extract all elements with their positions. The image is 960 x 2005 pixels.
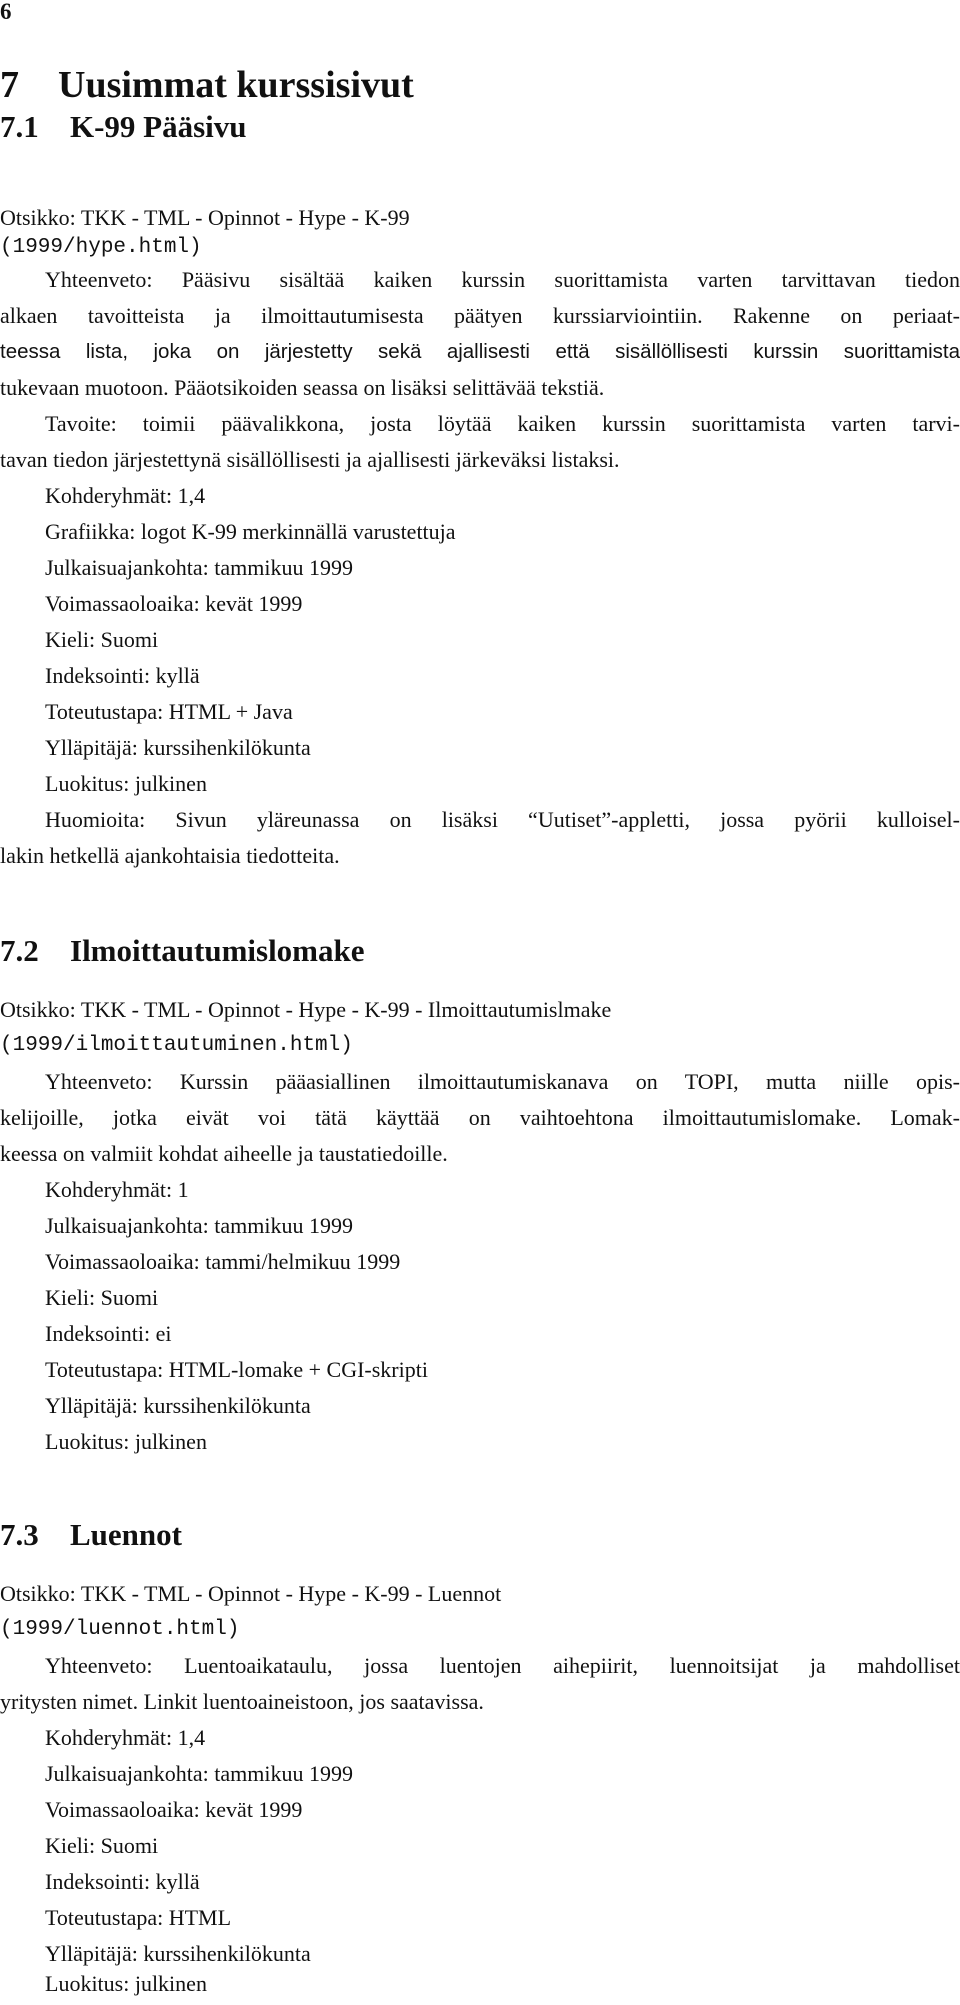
voimassaoloaika-line: Voimassaoloaika: kevät 1999 xyxy=(45,591,303,616)
kieli-line: Kieli: Suomi xyxy=(45,1285,159,1310)
indeksointi-line: Indeksointi: kyllä xyxy=(45,1869,200,1894)
section-number: 7.1 xyxy=(0,109,39,144)
luokitus-line: Luokitus: julkinen xyxy=(45,1971,207,1996)
file-path: (1999/ilmoittautuminen.html) xyxy=(0,1034,353,1057)
section-number: 7.2 xyxy=(0,933,39,968)
yllapitaja-line: Ylläpitäjä: kurssihenkilökunta xyxy=(45,1393,311,1418)
yhteenveto-line: kelijoille, jotka eivät voi tätä käyttää on vaihtoehtona ilmoittautumislomake. Lomak- xyxy=(0,1105,960,1130)
otsikko-line: Otsikko: TKK - TML - Opinnot - Hype - K-99 - Ilmoittautumislmake xyxy=(0,997,612,1022)
file-path: (1999/hype.html) xyxy=(0,236,202,259)
grafiikka-line: Grafiikka: logot K-99 merkinnällä varustettuja xyxy=(45,519,456,544)
yhteenveto-line: yritysten nimet. Linkit luentoaineistoon, jos saatavissa. xyxy=(0,1689,484,1714)
section-number: 7.3 xyxy=(0,1517,39,1552)
toteutustapa-line: Toteutustapa: HTML-lomake + CGI-skripti xyxy=(45,1357,428,1382)
luokitus-line: Luokitus: julkinen xyxy=(45,771,207,796)
tavoite-line: tavan tiedon järjestettynä sisällöllisesti ja ajallisesti järkeväksi listaksi. xyxy=(0,447,620,472)
yllapitaja-line: Ylläpitäjä: kurssihenkilökunta xyxy=(45,735,311,760)
huomioita-line: Huomioita: Sivun yläreunassa on lisäksi “Uutiset”-appletti, jossa pyörii kulloisel- xyxy=(45,807,960,832)
indeksointi-line: Indeksointi: ei xyxy=(45,1321,172,1346)
kohderyhmat-line: Kohderyhmät: 1,4 xyxy=(45,483,206,508)
indeksointi-line: Indeksointi: kyllä xyxy=(45,663,200,688)
section-title: Ilmoittautumislomake xyxy=(70,933,365,968)
chapter-number: 7 xyxy=(0,64,19,106)
file-path: (1999/luennot.html) xyxy=(0,1618,240,1641)
section-heading-7-2 xyxy=(0,932,365,970)
kohderyhmat-line: Kohderyhmät: 1,4 xyxy=(45,1725,206,1750)
voimassaoloaika-line: Voimassaoloaika: tammi/helmikuu 1999 xyxy=(45,1249,401,1274)
section-title: Luennot xyxy=(70,1517,182,1552)
huomioita-line: lakin hetkellä ajankohtaisia tiedotteita. xyxy=(0,843,340,868)
yhteenveto-line: Yhteenveto: Kurssin pääasiallinen ilmoittautumiskanava on TOPI, mutta niille opis- xyxy=(45,1069,960,1094)
kieli-line: Kieli: Suomi xyxy=(45,627,159,652)
section-heading-7-1 xyxy=(0,108,247,146)
yhteenveto-line: alkaen tavoitteista ja ilmoittautumisesta päätyen kurssiarviointiin. Rakenne on periaat- xyxy=(0,303,960,328)
tavoite-line: Tavoite: toimii päävalikkona, josta löytää kaiken kurssin suorittamista varten tarvi- xyxy=(45,411,960,436)
yllapitaja-line: Ylläpitäjä: kurssihenkilökunta xyxy=(45,1941,311,1966)
yhteenveto-line: keessa on valmiit kohdat aiheelle ja taustatiedoille. xyxy=(0,1141,448,1166)
luokitus-line: Luokitus: julkinen xyxy=(45,1429,207,1454)
voimassaoloaika-line: Voimassaoloaika: kevät 1999 xyxy=(45,1797,303,1822)
section-heading-7-3 xyxy=(0,1516,182,1554)
yhteenveto-line: tukevaan muotoon. Pääotsikoiden seassa on lisäksi selittävää tekstiä. xyxy=(0,375,605,400)
kieli-line: Kieli: Suomi xyxy=(45,1833,159,1858)
julkaisuajankohta-line: Julkaisuajankohta: tammikuu 1999 xyxy=(45,1761,353,1786)
otsikko-line: Otsikko: TKK - TML - Opinnot - Hype - K-99 xyxy=(0,205,410,230)
chapter-heading xyxy=(0,62,414,108)
yhteenveto-line: teessa lista, joka on järjestetty sekä ajallisesti että sisällöllisesti kurssin suorittamista xyxy=(0,340,960,363)
toteutustapa-line: Toteutustapa: HTML xyxy=(45,1905,232,1930)
section-title: K-99 Pääsivu xyxy=(70,109,247,144)
chapter-title: Uusimmat kurssisivut xyxy=(58,64,414,106)
julkaisuajankohta-line: Julkaisuajankohta: tammikuu 1999 xyxy=(45,1213,353,1238)
page-number: 6 xyxy=(0,0,12,24)
yhteenveto-line: Yhteenveto: Luentoaikataulu, jossa luentojen aihepiirit, luennoitsijat ja mahdolliset xyxy=(45,1653,960,1678)
otsikko-line: Otsikko: TKK - TML - Opinnot - Hype - K-99 - Luennot xyxy=(0,1581,502,1606)
julkaisuajankohta-line: Julkaisuajankohta: tammikuu 1999 xyxy=(45,555,353,580)
yhteenveto-line: Yhteenveto: Pääsivu sisältää kaiken kurssin suorittamista varten tarvittavan tiedon xyxy=(45,267,960,292)
kohderyhmat-line: Kohderyhmät: 1 xyxy=(45,1177,189,1202)
toteutustapa-line: Toteutustapa: HTML + Java xyxy=(45,699,293,724)
